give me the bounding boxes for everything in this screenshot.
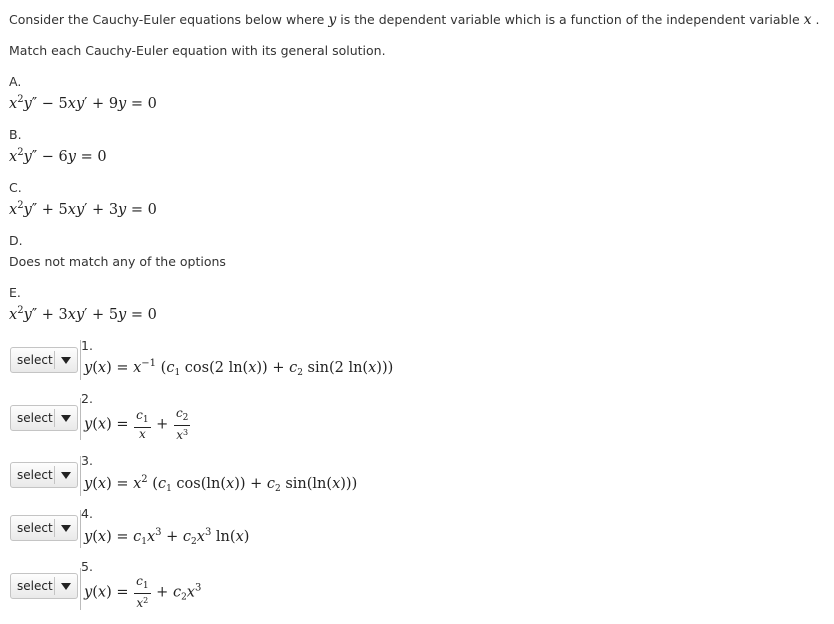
equation-d-text: Does not match any of the options: [9, 254, 226, 269]
equation-e: $x^2y'' + 3xy' + 5y = 0$: [9, 305, 157, 323]
solution-1: $y(x) = x^{-1}$ ($c_1$ cos(2 $\ln(x)) + c_2$ sin(2 ln(x))): [84, 358, 394, 378]
equation-a: $x^2y'' - 5xy' + 9y = 0$: [9, 94, 157, 112]
equation-label-c: C.: [9, 180, 22, 195]
solution-divider-5: [80, 568, 81, 610]
equation-c: $x^2y'' + 5xy' + 3y = 0$: [9, 200, 157, 218]
intro-text-end: .: [815, 12, 820, 27]
dropdown-arrow-icon: [61, 357, 71, 364]
select-label: select: [17, 353, 53, 367]
select-dropdown-1[interactable]: [10, 347, 78, 373]
select-dropdown-2[interactable]: [10, 405, 78, 431]
solution-number-5: 5.: [81, 559, 93, 574]
equation-b: $x^2y'' - 6y = 0$: [9, 147, 107, 165]
equation-label-e: E.: [9, 285, 21, 300]
solution-3: $y(x) = x^2$ ($c_1$ $\cos(\ln(x)) + c_2$ sin(ln(x))): [84, 474, 358, 494]
intro-text-b: is the dependent variable which is a function of the independent variable: [340, 12, 800, 27]
solution-2: y(x) = $\frac{c_1}{x}$ + $\frac{c_2}{x^3}$: [84, 406, 189, 442]
intro-text-a: Consider the Cauchy-Euler equations below where: [9, 12, 325, 27]
dropdown-arrow-icon: [61, 525, 71, 532]
solution-4: $y(x) = c_1x^3 + c_2x^3$ ln(x): [84, 527, 250, 547]
select-dropdown-4[interactable]: [10, 515, 78, 541]
intro-line-2: Match each Cauchy-Euler equation with its general solution.: [9, 43, 386, 58]
solution-number-2: 2.: [81, 391, 93, 406]
select-dropdown-5[interactable]: [10, 573, 78, 599]
solution-number-1: 1.: [81, 338, 93, 353]
intro-line-1: [9, 12, 820, 28]
select-label: select: [17, 521, 53, 535]
intro-var-y: y: [328, 12, 337, 28]
equation-label-b: B.: [9, 127, 22, 142]
solution-number-3: 3.: [81, 453, 93, 468]
equation-label-d: D.: [9, 233, 23, 248]
select-label: select: [17, 579, 53, 593]
select-dropdown-3[interactable]: [10, 462, 78, 488]
solution-5: y(x) = $\frac{c_1}{x^2}$ + $c_2x^3$: [84, 574, 202, 610]
select-label: select: [17, 468, 53, 482]
dropdown-arrow-icon: [61, 415, 71, 422]
dropdown-arrow-icon: [61, 472, 71, 479]
solution-number-4: 4.: [81, 506, 93, 521]
select-label: select: [17, 411, 53, 425]
equation-label-a: A.: [9, 74, 22, 89]
dropdown-arrow-icon: [61, 583, 71, 590]
intro-var-x: x: [803, 12, 812, 28]
